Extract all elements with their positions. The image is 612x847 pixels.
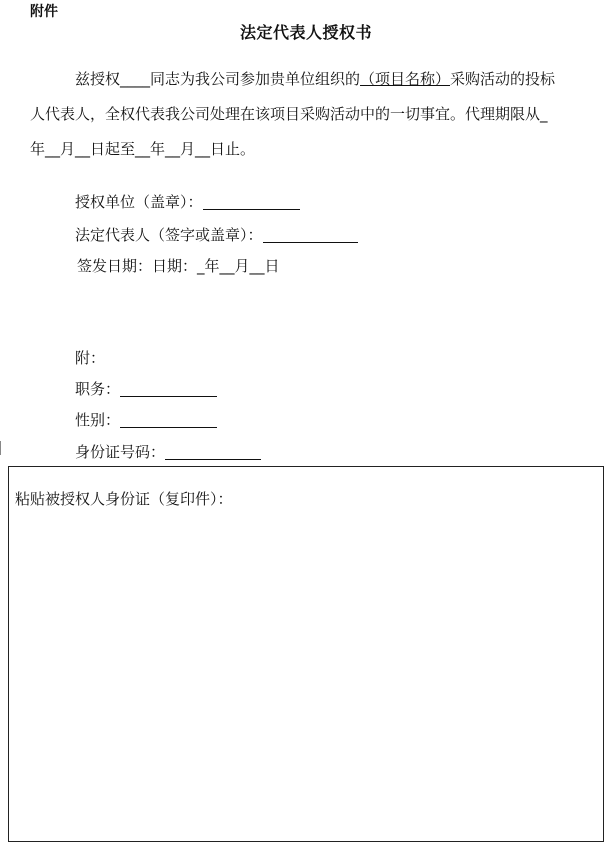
authorizing-unit-field bbox=[75, 187, 300, 217]
legal-representative-label: 法定代表人（签字或盖章）： bbox=[75, 226, 263, 244]
issue-date-field bbox=[77, 251, 280, 281]
project-name-placeholder: （项目名称） bbox=[360, 70, 451, 88]
position-blank[interactable] bbox=[120, 380, 217, 397]
authorization-paragraph bbox=[30, 62, 590, 167]
margin-marker bbox=[0, 441, 4, 455]
id-number-blank[interactable] bbox=[165, 443, 261, 460]
id-copy-paste-area[interactable] bbox=[8, 466, 604, 842]
attachment-label: 附件 bbox=[30, 4, 58, 20]
id-number-label: 身份证号码： bbox=[75, 443, 166, 461]
gender-label: 性别： bbox=[75, 411, 121, 429]
issue-date-label: 签发日期：日期：_年__月__日 bbox=[77, 257, 280, 275]
paragraph-line-1 bbox=[30, 62, 590, 97]
paste-area-label: 粘贴被授权人身份证（复印件）： bbox=[15, 490, 233, 508]
gender-blank[interactable] bbox=[120, 411, 217, 428]
paragraph-line-2: 人代表人，全权代表我公司处理在该项目采购活动中的一切事宜。代理期限从_ bbox=[30, 105, 548, 123]
position-label: 职务： bbox=[75, 380, 121, 398]
document-title: 法定代表人授权书 bbox=[239, 23, 372, 42]
gender-field bbox=[75, 405, 217, 435]
position-field bbox=[75, 374, 217, 404]
paragraph-line-1-tail: 采购活动的投标 bbox=[450, 70, 556, 88]
legal-representative-blank[interactable] bbox=[263, 226, 358, 243]
paragraph-line-3: 年__月__日起至__年__月__日止。 bbox=[30, 140, 256, 158]
authorizing-unit-blank[interactable] bbox=[203, 193, 300, 210]
id-number-field bbox=[75, 437, 261, 467]
authorizing-unit-label: 授权单位（盖章）： bbox=[75, 193, 203, 211]
legal-representative-field bbox=[75, 220, 358, 250]
appendix-title: 附： bbox=[75, 349, 106, 367]
paragraph-line-1-text: 兹授权____同志为我公司参加贵单位组织的 bbox=[75, 70, 361, 88]
